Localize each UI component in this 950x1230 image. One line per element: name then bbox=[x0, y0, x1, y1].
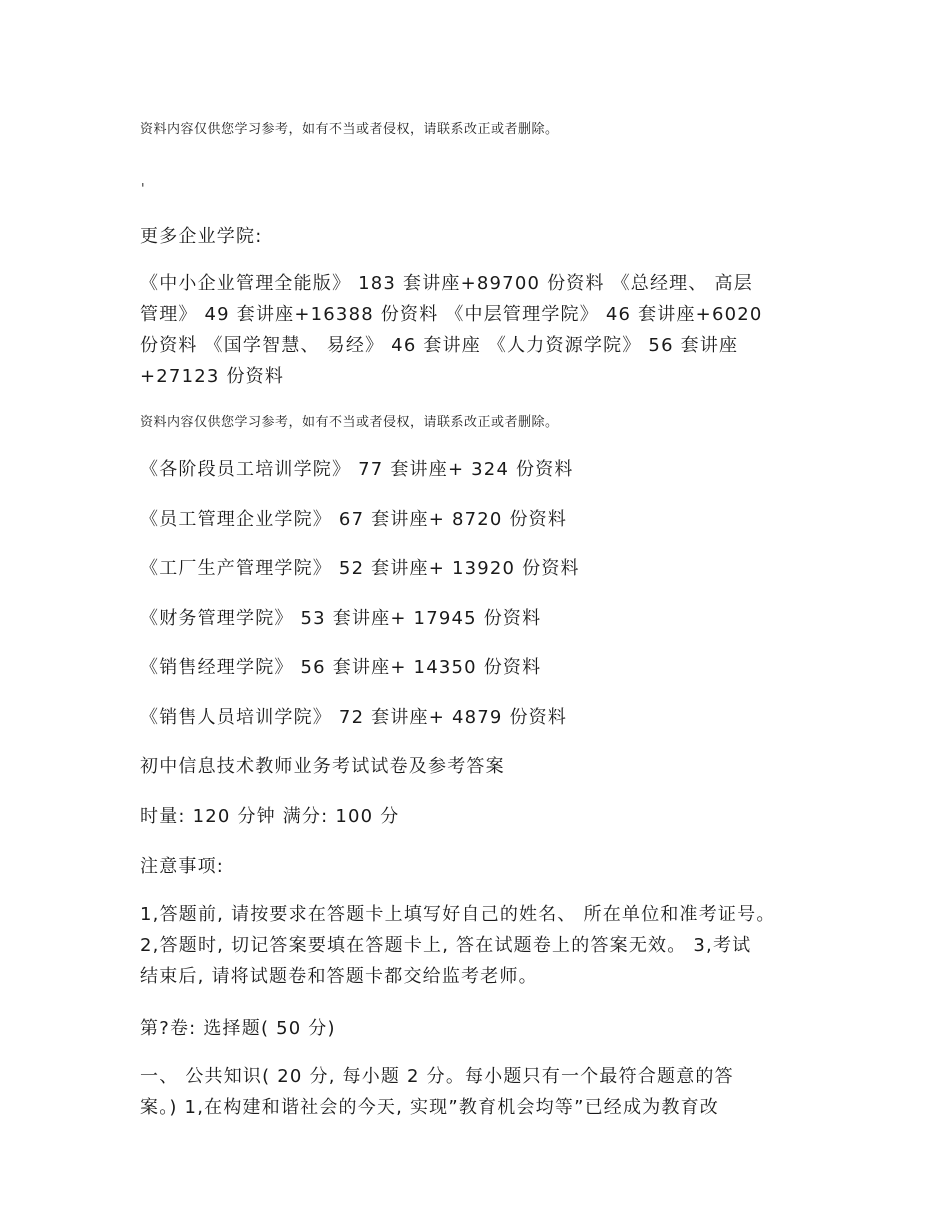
intro-line: 份资料 《国学智慧、 易经》 46 套讲座 《人力资源学院》 56 套讲座 bbox=[140, 335, 739, 356]
notes-line: 1,答题前, 请按要求在答题卡上填写好自己的姓名、 所在单位和准考证号。 bbox=[140, 904, 776, 925]
course-line: 《各阶段员工培训学院》 77 套讲座+ 324 份资料 bbox=[140, 459, 574, 480]
question-line: 一、 公共知识( 20 分, 每小题 2 分。每小题只有一个最符合题意的答 bbox=[140, 1066, 734, 1087]
question-paragraph bbox=[140, 1061, 830, 1123]
stray-mark: ' bbox=[141, 182, 145, 197]
notes-paragraph bbox=[140, 899, 830, 992]
disclaimer-middle: 资料内容仅供您学习参考，如有不当或者侵权，请联系改正或者删除。 bbox=[140, 415, 559, 430]
more-academies-title: 更多企业学院: bbox=[140, 226, 263, 247]
notes-line: 2,答题时, 切记答案要填在答题卡上, 答在试题卷上的答案无效。 3,考试 bbox=[140, 935, 752, 956]
intro-line: 《中小企业管理全能版》 183 套讲座+89700 份资料 《总经理、 高层 bbox=[140, 273, 753, 294]
notes-line: 结束后, 请将试题卷和答题卡都交给监考老师。 bbox=[140, 966, 538, 987]
intro-line: 管理》 49 套讲座+16388 份资料 《中层管理学院》 46 套讲座+6020 bbox=[140, 304, 763, 325]
disclaimer-top: 资料内容仅供您学习参考，如有不当或者侵权，请联系改正或者删除。 bbox=[140, 122, 559, 137]
course-line: 《财务管理学院》 53 套讲座+ 17945 份资料 bbox=[140, 608, 542, 629]
intro-line: +27123 份资料 bbox=[140, 366, 285, 387]
course-line: 《工厂生产管理学院》 52 套讲座+ 13920 份资料 bbox=[140, 558, 580, 579]
notes-title: 注意事项: bbox=[140, 856, 225, 877]
course-line: 《销售人员培训学院》 72 套讲座+ 4879 份资料 bbox=[140, 707, 568, 728]
exam-time: 时量: 120 分钟 满分: 100 分 bbox=[140, 806, 400, 827]
section-title: 第?卷: 选择题( 50 分) bbox=[140, 1018, 336, 1039]
course-line: 《员工管理企业学院》 67 套讲座+ 8720 份资料 bbox=[140, 509, 568, 530]
intro-paragraph bbox=[140, 268, 830, 392]
course-line: 《销售经理学院》 56 套讲座+ 14350 份资料 bbox=[140, 657, 542, 678]
exam-title: 初中信息技术教师业务考试试卷及参考答案 bbox=[140, 756, 505, 777]
question-line: 案。) 1,在构建和谐社会的今天, 实现”教育机会均等”已经成为教育改 bbox=[140, 1097, 720, 1118]
